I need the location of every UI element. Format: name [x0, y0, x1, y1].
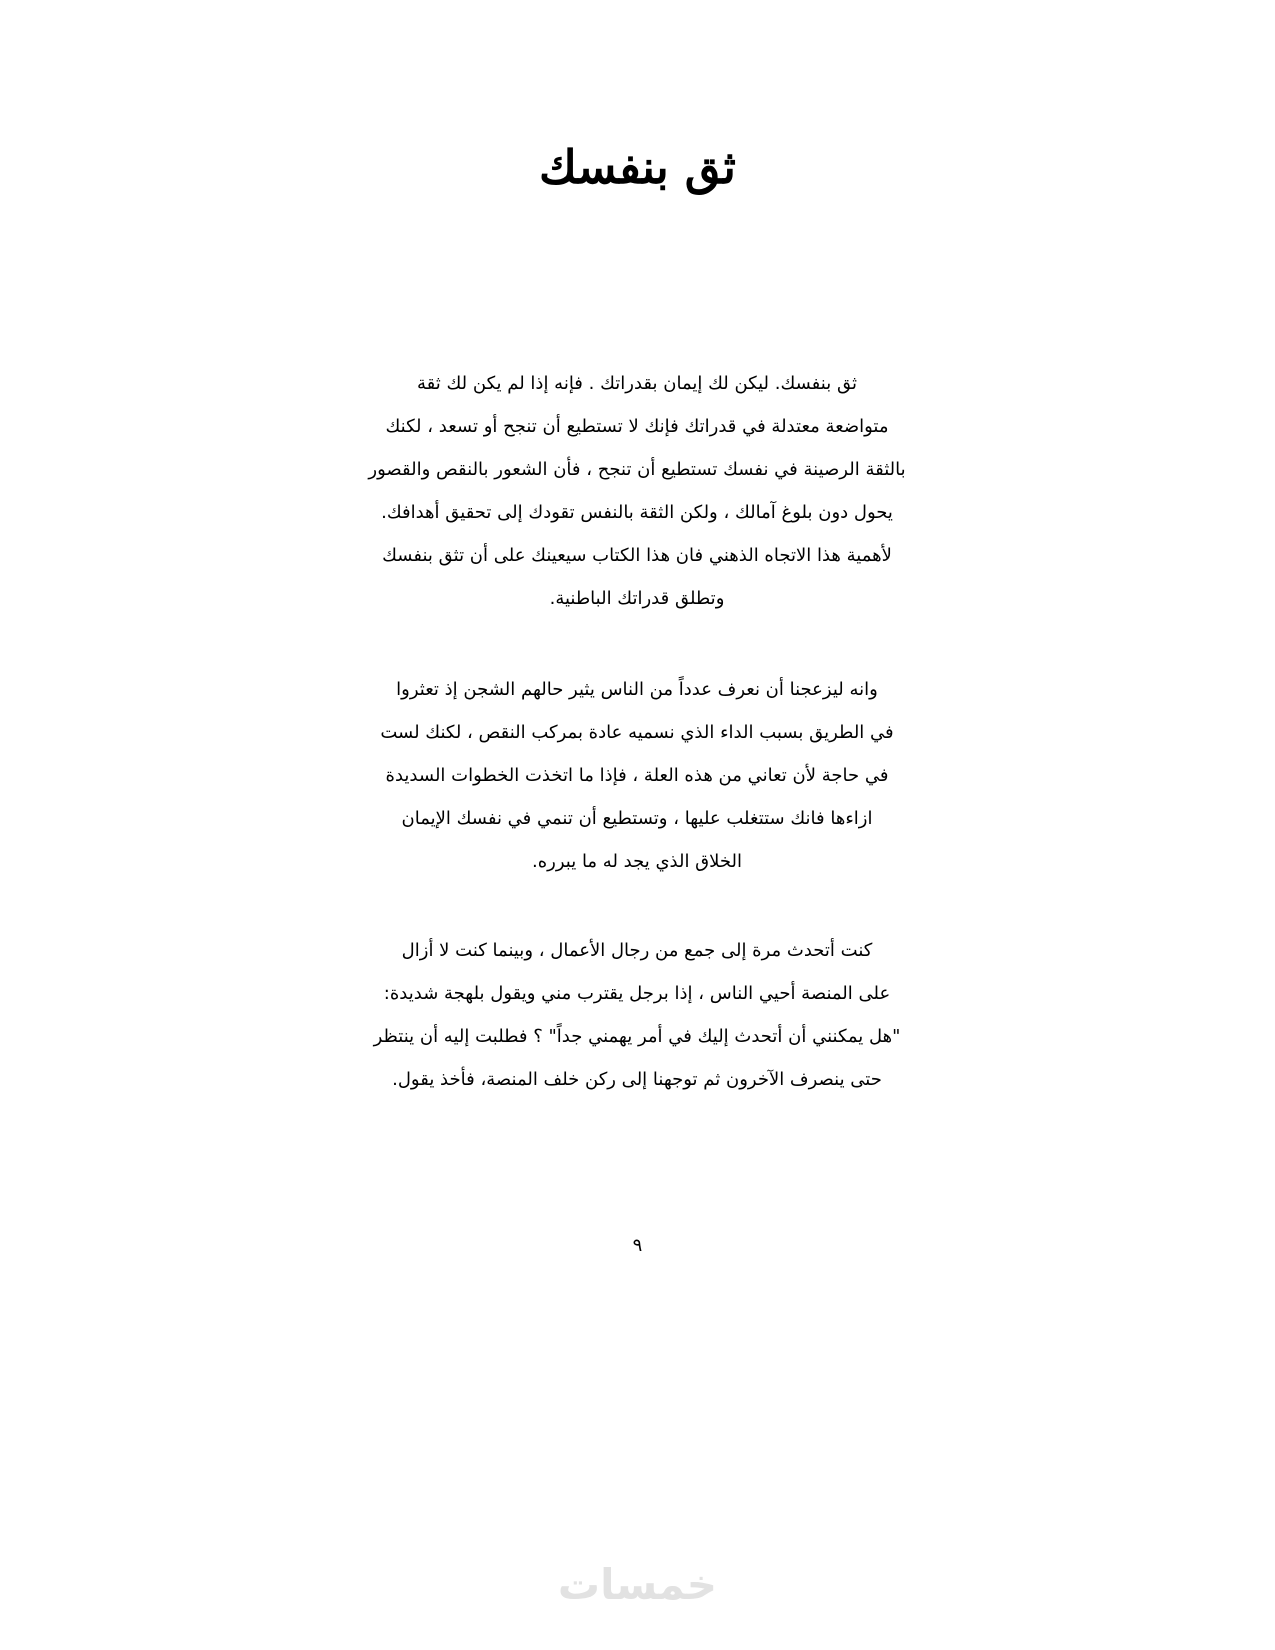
- text-line: بالثقة الرصينة في نفسك تستطيع أن تنجح ، فأن الشعور بالنقص والقصور: [368, 459, 906, 480]
- text-line: ازاءها فانك ستتغلب عليها ، وتستطيع أن تنمي في نفسك الإيمان: [401, 808, 873, 829]
- paragraph-2: [367, 668, 907, 883]
- text-line: لأهمية هذا الاتجاه الذهني فان هذا الكتاب سيعينك على أن تثق بنفسك: [382, 545, 892, 566]
- paragraph-1: [367, 362, 907, 620]
- watermark-logo: خمسات: [557, 1560, 718, 1609]
- page-number: ٩: [632, 1235, 643, 1256]
- text-line: وانه ليزعجنا أن نعرف عدداً من الناس يثير حالهم الشجن إذ تعثروا: [396, 679, 878, 700]
- text-line: متواضعة معتدلة في قدراتك فإنك لا تستطيع أن تنجح أو تسعد ، لكنك: [385, 416, 889, 437]
- text-line: كنت أتحدث مرة إلى جمع من رجال الأعمال ، وبينما كنت لا أزال: [401, 940, 873, 961]
- text-line: "هل يمكنني أن أتحدث إليك في أمر يهمني جداً" ؟ فطلبت إليه أن ينتظر: [373, 1026, 901, 1047]
- paragraph-3: [367, 929, 907, 1101]
- text-line: حتى ينصرف الآخرون ثم توجهنا إلى ركن خلف المنصة، فأخذ يقول.: [392, 1069, 882, 1090]
- text-line: ثق بنفسك. ليكن لك إيمان بقدراتك . فإنه إذا لم يكن لك ثقة: [417, 373, 857, 394]
- text-line: يحول دون بلوغ آمالك ، ولكن الثقة بالنفس تقودك إلى تحقيق أهدافك.: [381, 502, 893, 523]
- text-line: في الطريق بسبب الداء الذي نسميه عادة بمركب النقص ، لكنك لست: [380, 722, 894, 743]
- text-line: الخلاق الذي يجد له ما يبرره.: [532, 851, 742, 872]
- text-line: على المنصة أحيي الناس ، إذا برجل يقترب مني ويقول بلهجة شديدة:: [383, 983, 891, 1004]
- text-line: وتطلق قدراتك الباطنية.: [549, 588, 725, 609]
- page-title: ثق بنفسك: [539, 140, 736, 194]
- text-line: في حاجة لأن تعاني من هذه العلة ، فإذا ما اتخذت الخطوات السديدة: [385, 765, 889, 786]
